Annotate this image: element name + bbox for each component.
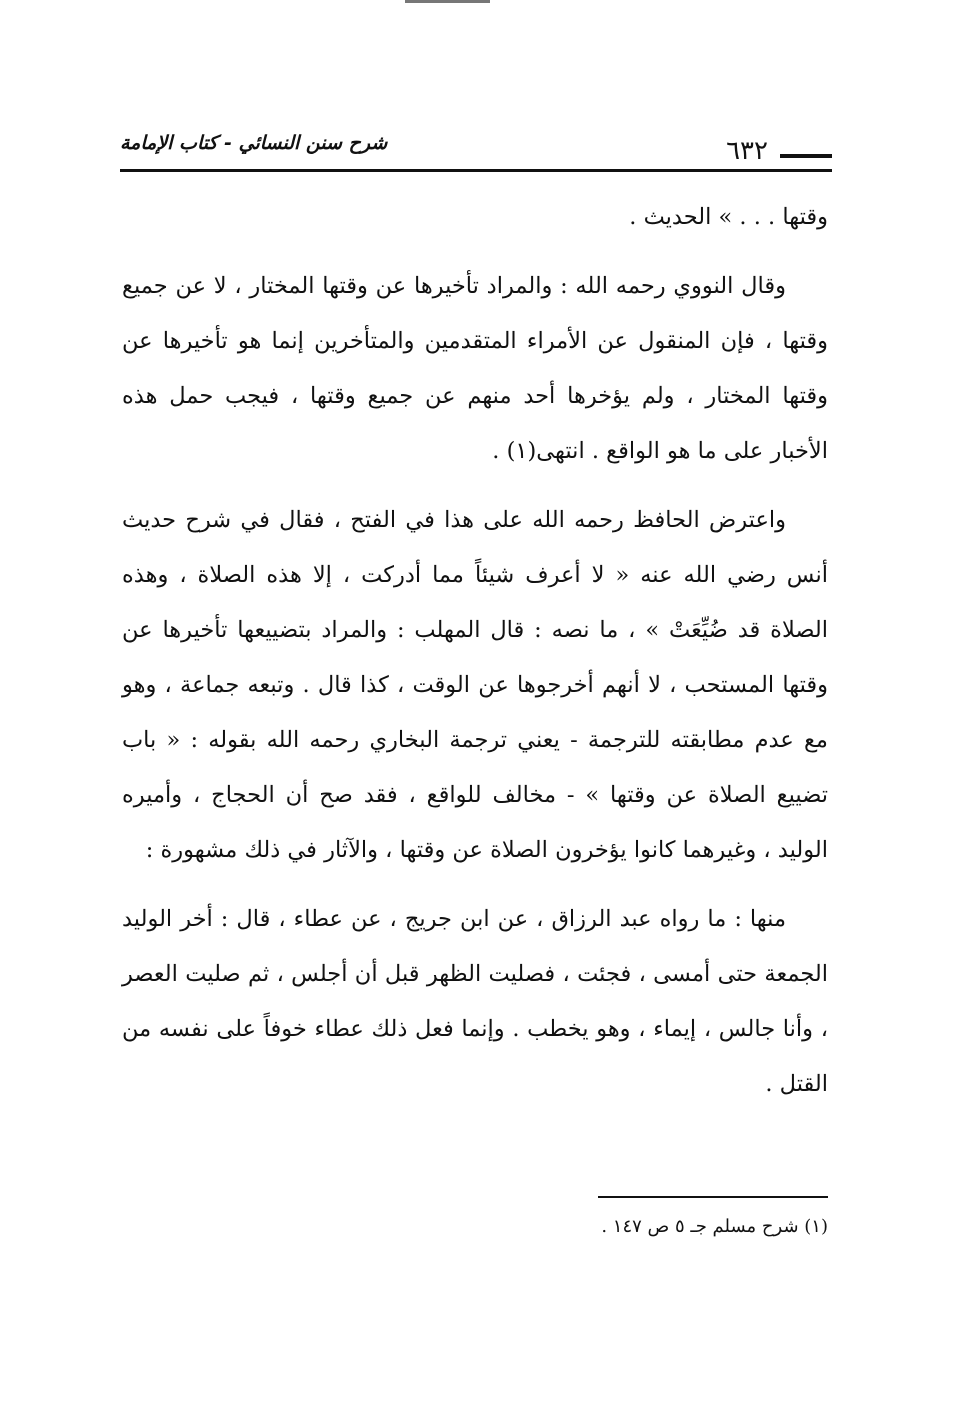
paragraph-nawawi: وقال النووي رحمه الله : والمراد تأخيرها عن وقتها المختار ، لا عن جميع وقتها ، فإن المنقول عن الأمراء المتقدمين والمتأخرين إنما هو تأخيرها عن وقتها المختار ، ولم يؤخرها أحد منهم عن جميع وقتها ، فيجب حمل هذه الأخبار على ما هو الواقع . انتهى(١) . <box>122 273 828 464</box>
page-number: ٦٣٢ <box>726 136 768 166</box>
book-title: شرح سنن النسائي - كتاب الإمامة <box>120 132 388 154</box>
page-number-dash <box>780 154 832 158</box>
paragraph-abdulrazzaq: منها : ما رواه عبد الرزاق ، عن ابن جريج ، عن عطاء ، قال : أخر الوليد الجمعة حتى أمسى ، فجئت ، فصليت الظهر قبل أن أجلس ، ثم صليت العصر ، وأنا جالس ، إيماء ، وهو يخطب . وإنما فعل ذلك عطاء خوفاً على نفسه من القتل . <box>122 906 828 1097</box>
footnote-rule <box>598 1196 828 1198</box>
running-header <box>120 128 832 172</box>
footnote: (١) شرح مسلم جـ ٥ ص ١٤٧ . <box>601 1216 828 1237</box>
header-rule <box>120 169 832 172</box>
top-edge-mark <box>405 0 490 3</box>
body-text <box>122 190 828 1126</box>
paragraph-hafiz: واعترض الحافظ رحمه الله على هذا في الفتح ، فقال في شرح حديث أنس رضي الله عنه « لا أعرف شيئاً مما أدركت ، إلا هذه الصلاة ، وهذه الصلاة قد ضُيِّعَتْ » ، ما نصه : قال المهلب : والمراد بتضييعها تأخيرها عن وقتها المستحب ، لا أنهم أخرجوها عن الوقت ، كذا قال . وتبعه جماعة ، وهو مع عدم مطابقته للترجمة - يعني ترجمة البخاري رحمه الله بقوله : « باب تضييع الصلاة عن وقتها » - مخالف للواقع ، فقد صح أن الحجاج ، وأميره الوليد ، وغيرهما كانوا يؤخرون الصلاة عن وقتها ، والآثار في ذلك مشهورة : <box>122 507 828 863</box>
paragraph-continuation: وقتها . . . » الحديث . <box>629 204 828 230</box>
